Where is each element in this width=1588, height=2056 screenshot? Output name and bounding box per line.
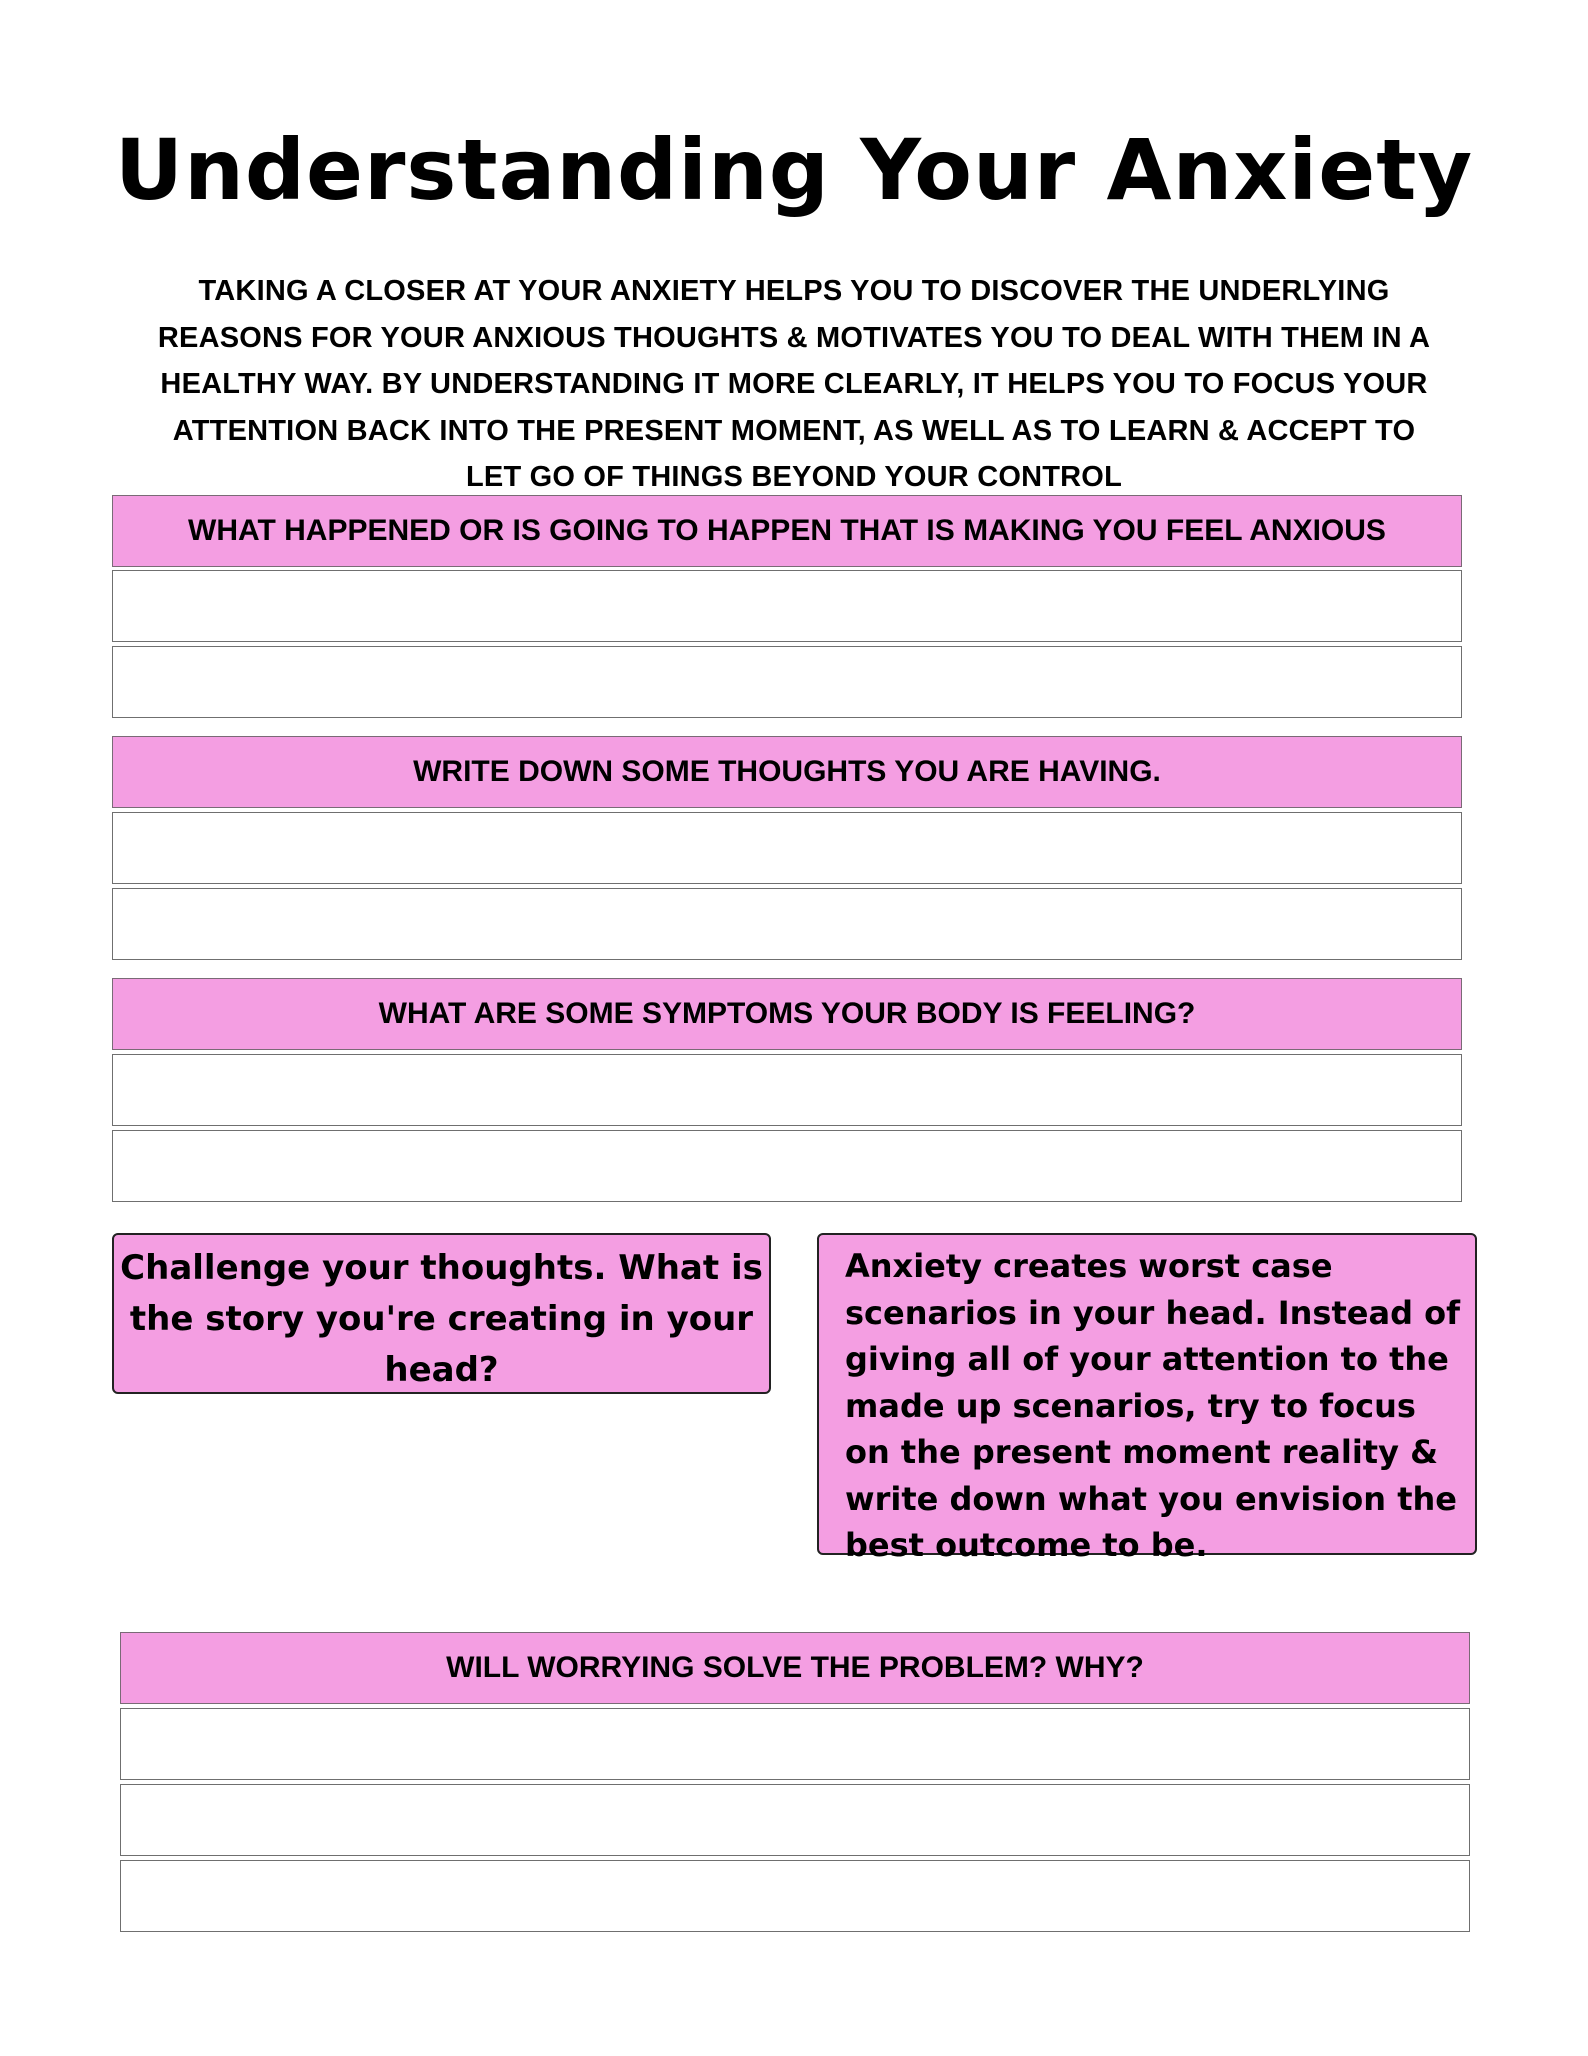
answer-field-worrying-1[interactable] [120,1708,1470,1780]
challenge-thoughts-note: Challenge your thoughts. What is the story you're creating in your head? [112,1233,771,1394]
page-title: Understanding Your Anxiety [114,121,1474,219]
answer-field-symptoms-1[interactable] [112,1054,1462,1126]
section-header-symptoms: WHAT ARE SOME SYMPTOMS YOUR BODY IS FEELING? [112,978,1462,1050]
answer-field-what-happened-1[interactable] [112,570,1462,642]
anxiety-scenarios-note: Anxiety creates worst case scenarios in your head. Instead of giving all of your attention to the made up scenarios, try to focus on the present moment reality & write down what you envision the best outcome to be. [817,1233,1477,1555]
answer-field-what-happened-2[interactable] [112,646,1462,718]
answer-field-worrying-3[interactable] [120,1860,1470,1932]
answer-field-thoughts-1[interactable] [112,812,1462,884]
intro-paragraph: TAKING A CLOSER AT YOUR ANXIETY HELPS YOU TO DISCOVER THE UNDERLYING REASONS FOR YOUR ANXIOUS THOUGHTS & MOTIVATES YOU TO DEAL WITH THEM IN A HEALTHY WAY. BY UNDERSTANDING IT MORE CLEARLY, IT HELPS YOU TO FOCUS YOUR ATTENTION BACK INTO THE PRESENT MOMENT, AS WELL AS TO LEARN & ACCEPT TO LET GO OF THINGS BEYOND YOUR CONTROL [157,275,1431,493]
answer-field-thoughts-2[interactable] [112,888,1462,960]
answer-field-worrying-2[interactable] [120,1784,1470,1856]
answer-field-symptoms-2[interactable] [112,1130,1462,1202]
section-header-thoughts: WRITE DOWN SOME THOUGHTS YOU ARE HAVING. [112,736,1462,808]
section-header-what-happened: WHAT HAPPENED OR IS GOING TO HAPPEN THAT IS MAKING YOU FEEL ANXIOUS [112,495,1462,567]
section-header-worrying: WILL WORRYING SOLVE THE PROBLEM? WHY? [120,1632,1470,1704]
